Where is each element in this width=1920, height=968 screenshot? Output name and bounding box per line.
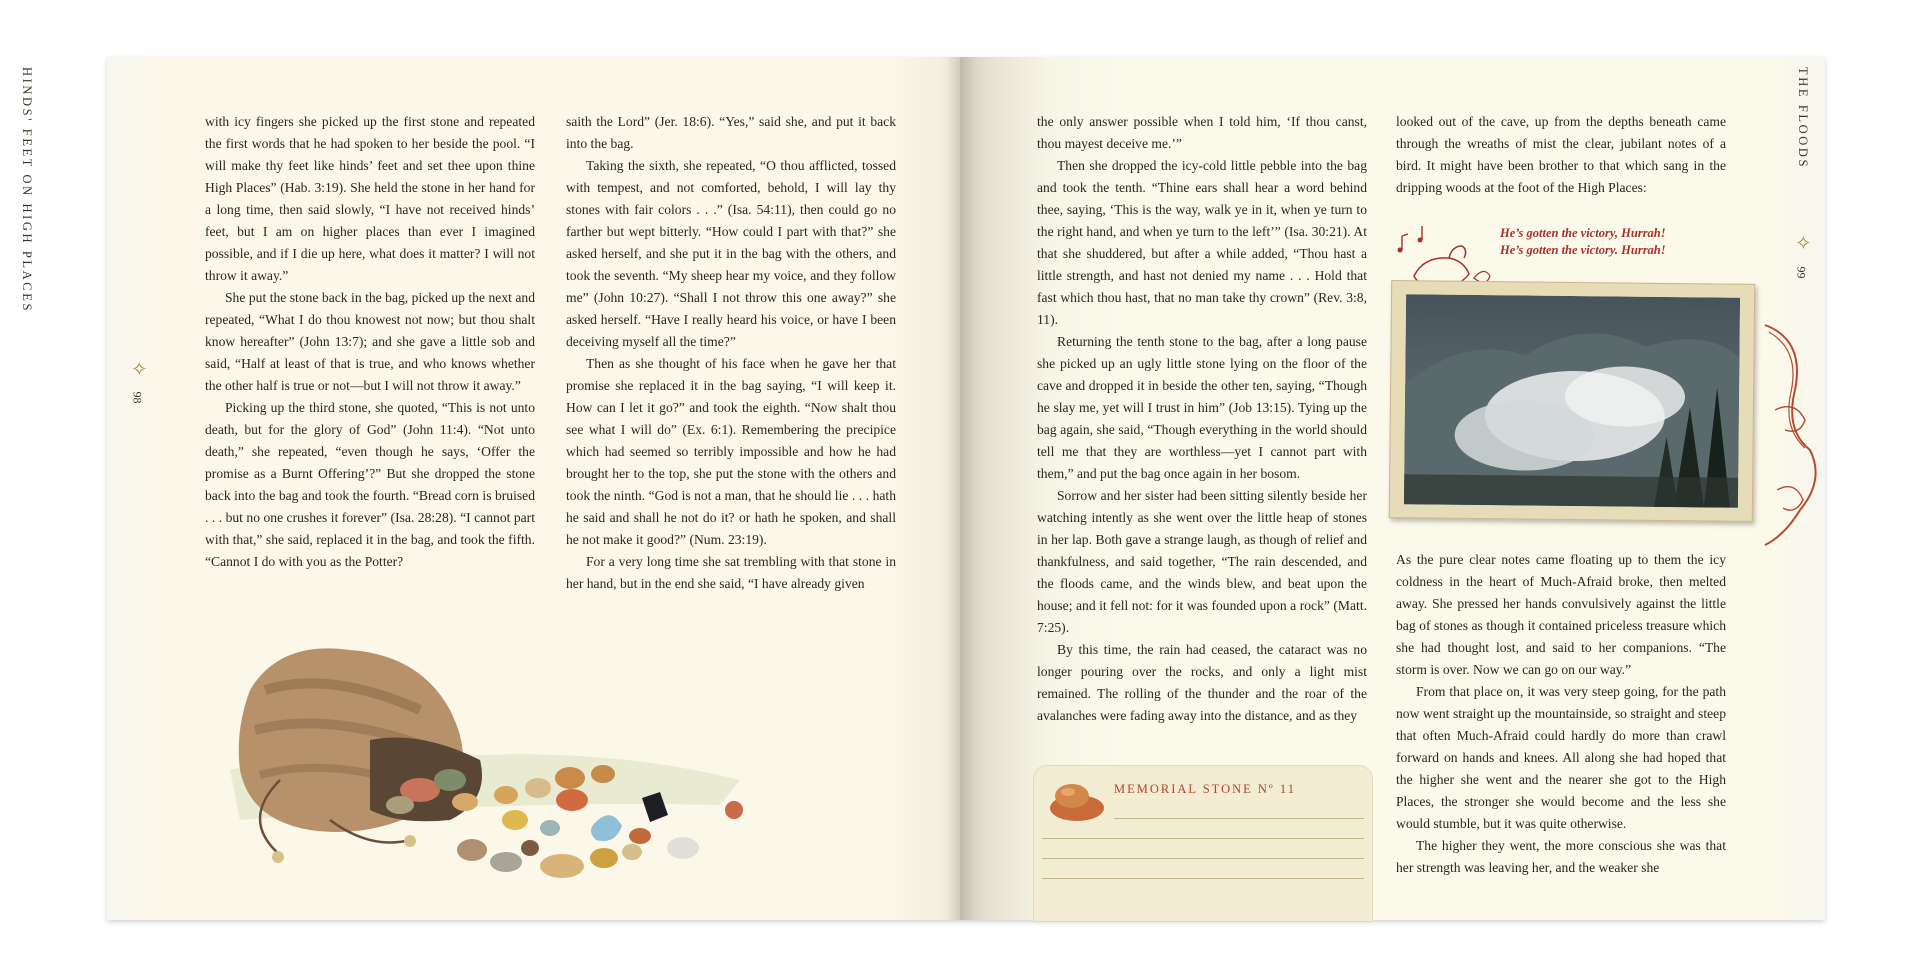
- song-line: He’s gotten the victory. Hurrah!: [1500, 243, 1666, 257]
- paragraph: Picking up the third stone, she quoted, “This is not unto death, but for the glory of God” (John 11:4). “Not unto death,” she repeated, “even though he says, ‘Offer the promise as a Burnt Offering’?” But she dropped the stone back into the bag and took the fourth. “Bread corn is bruised . . . but no one crushes it forever” (Isa. 28:28). “I cannot part with that,” she said, replaced it in the bag, and took the fifth. “Cannot I do with you as the Potter?: [205, 400, 535, 569]
- paragraph: the only answer possible when I told him, ‘If thou canst, thou mayest deceive me.’”: [1037, 114, 1367, 151]
- right-page-number: 99: [1794, 266, 1809, 279]
- memo-line: [1042, 838, 1364, 839]
- paragraph: looked out of the cave, up from the depths beneath came through the wreaths of mist the clear, jubilant notes of a bird. It might have been brother to that which sang in the dripping woods at the foot of the High Places:: [1396, 114, 1726, 195]
- memorial-stone-icon: [1048, 776, 1106, 824]
- right-running-head: THE FLOODS: [1796, 67, 1810, 170]
- memo-line: [1114, 818, 1364, 819]
- left-column-2: [566, 111, 896, 595]
- memorial-stone-label: MEMORIAL STONE Nº 11: [1114, 782, 1296, 796]
- left-ornament-icon: ✧: [126, 360, 149, 377]
- left-page-number: 98: [130, 391, 145, 404]
- paragraph: She put the stone back in the bag, picked up the next and repeated, “What I do thou knowest not now; but thou shalt know hereafter” (John 13:7); and she gave a little sob and said, “Half at least of that is true, and who knows whether the other half is true or not—but I will not throw it away.”: [205, 290, 535, 393]
- song-line: He’s gotten the victory, Hurrah!: [1500, 226, 1666, 240]
- bag-of-stones-illustration: [220, 630, 860, 890]
- bird-song: [1500, 225, 1666, 259]
- misty-mountain-photo: [1389, 280, 1755, 522]
- memorial-stone-box: [1033, 765, 1373, 922]
- right-column-2-bottom: [1396, 549, 1726, 879]
- left-running-head: HINDS' FEET ON HIGH PLACES: [20, 67, 34, 314]
- paragraph: The higher they went, the more conscious she was that her strength was leaving her, and the weaker she: [1396, 838, 1726, 875]
- paragraph: As the pure clear notes came floating up to them the icy coldness in the heart of Much-Afraid broke, then melted away. She pressed her hands convulsively against the little bag of stones as though it contained priceless treasure which she had thought lost, and said to her companions. “The storm is over. Now we can go on our way.”: [1396, 552, 1726, 677]
- paragraph: Sorrow and her sister had been sitting silently beside her watching intently as she went over the little heap of stones in her lap. Both gave a strange laugh, as though of relief and thankfulness, and said together, “The rain descended, and the floods came, and the winds blew, and beat upon the house; and it fell not: for it was founded upon a rock” (Matt. 7:25).: [1037, 488, 1367, 635]
- paragraph: saith the Lord” (Jer. 18:6). “Yes,” said she, and put it back into the bag.: [566, 114, 896, 151]
- paragraph: Then as she thought of his face when he gave her that promise she replaced it in the bag saying, “I will keep it. How can I let it go?” and took the eighth. “Now shalt thou see what I will do” (Ex. 6:1). Remembering the precipice which had seemed so terribly impossible and how he had brought her to the top, she put the stone with the others and took the ninth. “God is not a man, that he should lie . . . hath he said and shall he not do it? or hath he spoken, and shall he not make it good?” (Num. 23:19).: [566, 356, 896, 547]
- paragraph: Then she dropped the icy-cold little pebble into the bag and took the tenth. “Thine ears shall hear a word behind thee, saying, ‘This is the way, walk ye in it, when ye turn to the right hand, and when ye turn to the left’” (Isa. 30:21). At that she shuddered, but after a while added, “Thou hast a little strength, and hast not denied my name . . . Hold that fast which thou hast, that no man take thy crown” (Rev. 3:8, 11).: [1037, 158, 1367, 327]
- book-gutter: [947, 57, 975, 920]
- left-column-1: [205, 111, 535, 573]
- paragraph: For a very long time she sat trembling with that stone in her hand, but in the end she said, “I have already given: [566, 554, 896, 591]
- right-ornament-icon: ✧: [1790, 234, 1813, 251]
- paragraph: From that place on, it was very steep going, for the path now went straight up the mountainside, so straight and steep that often Much-Afraid could hardly do more than crawl forward on hands and knees. All along she had hoped that the higher she went and the nearer she got to the High Places, the stronger she would become and the less she would stumble, but it was quite otherwise.: [1396, 684, 1726, 831]
- paragraph: with icy fingers she picked up the first stone and repeated the first words that he had spoken to her beside the pool. “I will make thy feet like hinds’ feet and set thee upon thine High Places” (Hab. 3:19). She held the stone in her hand for a long time, then said slowly, “I have not received hinds’ feet, but I am on higher places than ever I imagined possible, and if I die up here, what does it matter? I will not throw it away.”: [205, 114, 535, 283]
- paragraph: By this time, the rain had ceased, the cataract was no longer pouring over the rocks, and only a light mist remained. The rolling of the thunder and the roar of the avalanches were fading away into the distance, and as they: [1037, 642, 1367, 723]
- memo-line: [1042, 858, 1364, 859]
- decorative-scroll-icon: [1755, 320, 1825, 550]
- paragraph: Returning the tenth stone to the bag, after a long pause she picked up an ugly little stone lying on the floor of the cave and dropped it in beside the other ten, saying, “Though he slay me, yet will I trust in him” (Job 13:15). Tying up the bag again, she said, “Though everything in the world should tell me that they are worthless—yet I cannot part with them,” and put the bag once again in her bosom.: [1037, 334, 1367, 481]
- memo-line: [1042, 878, 1364, 879]
- right-column-1: [1037, 111, 1367, 727]
- right-column-2-top: [1396, 111, 1726, 199]
- paragraph: Taking the sixth, she repeated, “O thou afflicted, tossed with tempest, and not comforted, behold, I will lay thy stones with fair colors . . .” (Isa. 54:11), then could go no farther but wept bitterly. “How could I part with that?” she asked herself, and she put it in the bag with the others, and took the seventh. “My sheep hear my voice, and they follow me” (John 10:27). “Shall I not throw this one away?” she asked herself. “Have I really heard his voice, or have I been deceiving myself all the time?”: [566, 158, 896, 349]
